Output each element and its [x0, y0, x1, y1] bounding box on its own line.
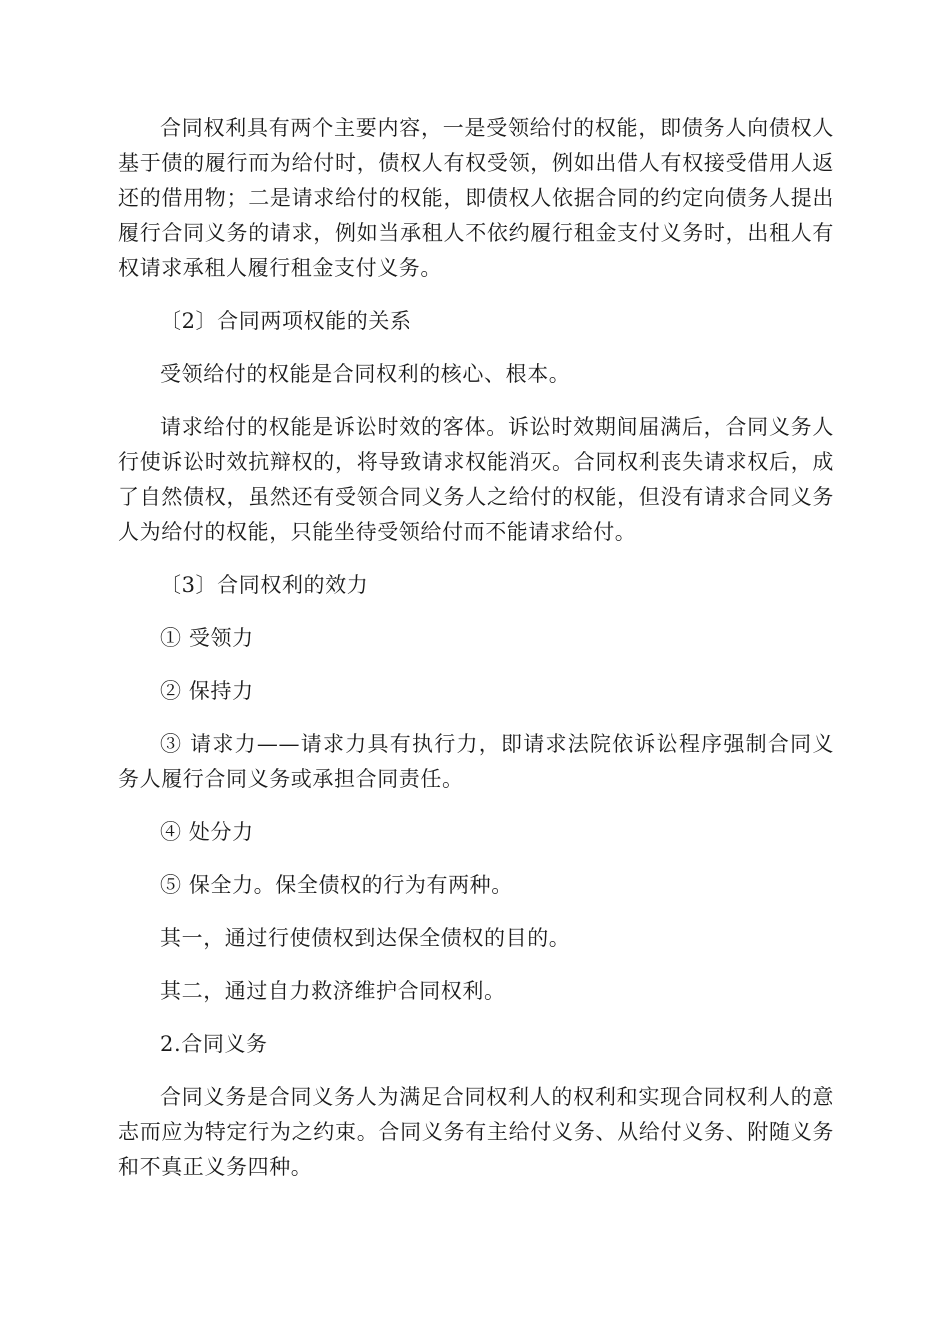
- list-item-retaining-force: ② 保持力: [160, 679, 254, 703]
- heading-two-powers-relation: 〔2〕合同两项权能的关系: [160, 309, 412, 333]
- heading-contract-obligation: 2.合同义务: [160, 1032, 268, 1056]
- list-item-claim-force: ③ 请求力——请求力具有执行力，即请求法院依诉讼程序强制合同义务人履行合同义务或承担合同责任。: [118, 732, 834, 791]
- paragraph-preservation-first: 其一，通过行使债权到达保全债权的目的。: [160, 926, 571, 950]
- paragraph-receiving-power-core: 受领给付的权能是合同权利的核心、根本。: [160, 362, 571, 386]
- document-body: [118, 111, 834, 1203]
- paragraph-claim-power-limitation: 请求给付的权能是诉讼时效的客体。诉讼时效期间届满后，合同义务人行使诉讼时效抗辩权的，将导致请求权能消灭。合同权利丧失请求权后，成了自然债权，虽然还有受领合同义务人之给付的权能，但没有请求合同义务人为给付的权能，只能坐待受领给付而不能请求给付。: [118, 415, 834, 544]
- list-item-preservation-force: ⑤ 保全力。保全债权的行为有两种。: [160, 873, 513, 897]
- list-item-receiving-force: ① 受领力: [160, 626, 254, 650]
- paragraph-preservation-second: 其二，通过自力救济维护合同权利。: [160, 979, 506, 1003]
- paragraph-contract-rights-content: 合同权利具有两个主要内容，一是受领给付的权能，即债务人向债权人基于债的履行而为给付时，债权人有权受领，例如出借人有权接受借用人返还的借用物；二是请求给付的权能，即债权人依据合同的约定向债务人提出履行合同义务的请求，例如当承租人不依约履行租金支付义务时，出租人有权请求承租人履行租金支付义务。: [118, 116, 834, 280]
- paragraph-contract-obligation-definition: 合同义务是合同义务人为满足合同权利人的权利和实现合同权利人的意志而应为特定行为之约束。合同义务有主给付义务、从给付义务、附随义务和不真正义务四种。: [118, 1085, 834, 1179]
- list-item-disposal-force: ④ 处分力: [160, 820, 254, 844]
- heading-contract-rights-effect: 〔3〕合同权利的效力: [160, 573, 369, 597]
